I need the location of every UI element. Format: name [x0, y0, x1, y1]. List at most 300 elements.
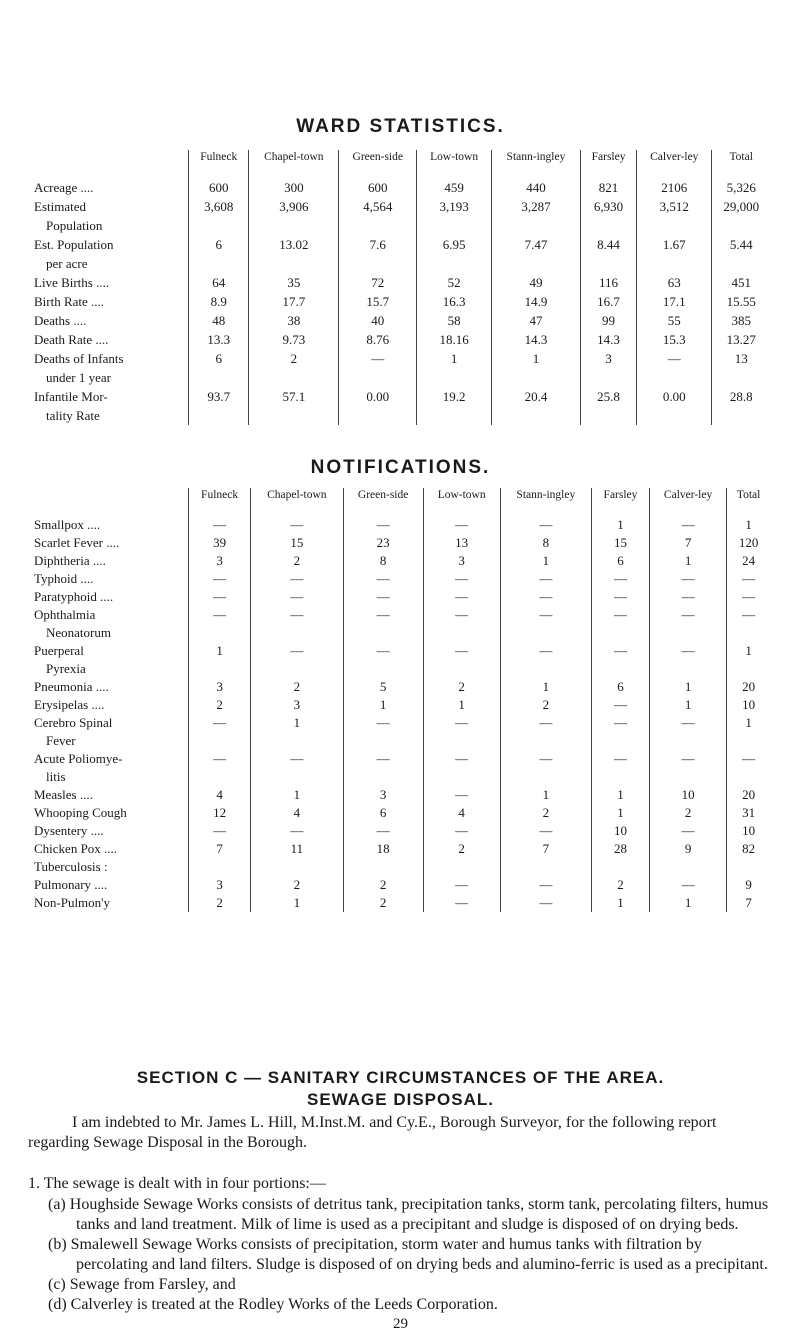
section-title: SECTION C — SANITARY CIRCUMSTANCES OF THE AREA.: [136, 1068, 665, 1087]
table-cell: 1: [423, 696, 500, 714]
table-cell: 10: [727, 696, 770, 714]
table-cell: 49: [491, 273, 580, 292]
table-cell: 55: [637, 311, 712, 330]
table-cell: —: [343, 822, 423, 840]
item-b: (b) Smalewell Sewage Works consists of precipitation, storm water and humus tanks with filtration by percolating and land filters. Sludge is disposed of on drying beds and alumino-ferric is used as a precipitant.: [48, 1236, 768, 1273]
table-cell: 28.8: [712, 387, 770, 425]
row-label: [30, 588, 189, 606]
column-header: Green-side: [339, 150, 417, 178]
table-cell: 8: [343, 552, 423, 570]
table-cell: 600: [189, 178, 249, 197]
row-label-text: Infantile Mor-: [34, 389, 108, 404]
table-cell: 17.7: [249, 292, 339, 311]
table-cell: —: [592, 570, 650, 588]
table-cell: 13.27: [712, 330, 770, 349]
table-cell: 6: [592, 552, 650, 570]
row-label: [30, 330, 189, 349]
table-cell: [649, 858, 726, 876]
table-cell: —: [592, 606, 650, 642]
table-cell: 10: [727, 822, 770, 840]
table-cell: —: [251, 516, 343, 534]
table-cell: 1: [500, 552, 591, 570]
table-cell: 300: [249, 178, 339, 197]
row-label: [30, 642, 189, 678]
table-cell: 12: [189, 804, 251, 822]
table-cell: —: [251, 750, 343, 786]
table-cell: 82: [727, 840, 770, 858]
table-cell: 2106: [637, 178, 712, 197]
row-label: [30, 349, 189, 387]
column-header: Farsley: [580, 150, 636, 178]
table-cell: —: [500, 570, 591, 588]
table-cell: 10: [592, 822, 650, 840]
table-cell: 6.95: [417, 235, 492, 273]
table-row: [30, 178, 770, 197]
table-cell: 1: [251, 714, 343, 750]
table-cell: 8.44: [580, 235, 636, 273]
table-cell: 451: [712, 273, 770, 292]
row-label: [30, 696, 189, 714]
item-d: (d) Calverley is treated at the Rodley Works of the Leeds Corporation.: [48, 1296, 498, 1313]
table-cell: 2: [500, 804, 591, 822]
table-cell: —: [592, 714, 650, 750]
table-cell: 2: [251, 876, 343, 894]
row-label-text: Typhoid ....: [34, 571, 94, 586]
table-cell: 7: [500, 840, 591, 858]
table-cell: —: [343, 588, 423, 606]
row-label: [30, 235, 189, 273]
table-row: [30, 858, 770, 876]
table-cell: —: [649, 516, 726, 534]
table-row: [30, 642, 770, 678]
row-label-continuation: tality Rate: [46, 408, 100, 423]
table-cell: 4: [423, 804, 500, 822]
row-label-text: Non-Pulmon'y: [34, 895, 111, 910]
row-label-continuation: under 1 year: [46, 370, 111, 385]
table-row: [30, 311, 770, 330]
table-cell: —: [343, 642, 423, 678]
row-label: [30, 197, 189, 235]
row-label-text: Ophthalmia: [34, 607, 96, 622]
table-cell: 1: [343, 696, 423, 714]
table-cell: 1: [649, 552, 726, 570]
table-cell: [423, 858, 500, 876]
table-cell: 9.73: [249, 330, 339, 349]
table-cell: 39: [189, 534, 251, 552]
table-row: [30, 570, 770, 588]
row-label: [30, 876, 189, 894]
item-a: (a) Houghside Sewage Works consists of detritus tank, precipitation tanks, storm tank, percolating filters, humus tanks and land treatment. Milk of lime is used as a precipitant and sludge is disposed of on drying beds.: [48, 1196, 769, 1233]
table-cell: 93.7: [189, 387, 249, 425]
table-cell: 440: [491, 178, 580, 197]
row-label-text: Measles ....: [34, 787, 93, 802]
row-label-text: Deaths ....: [34, 313, 87, 328]
table-cell: 120: [727, 534, 770, 552]
table-cell: —: [251, 606, 343, 642]
table-cell: 5.44: [712, 235, 770, 273]
table-cell: 3,608: [189, 197, 249, 235]
notifications-title: NOTIFICATIONS.: [310, 457, 491, 478]
table-cell: 14.9: [491, 292, 580, 311]
row-label-continuation: per acre: [46, 256, 88, 271]
table-cell: 3: [343, 786, 423, 804]
row-label-text: Estimated: [34, 199, 86, 214]
table-cell: 3,193: [417, 197, 492, 235]
table-cell: 13: [712, 349, 770, 387]
table-row: [30, 678, 770, 696]
table-cell: 38: [249, 311, 339, 330]
table-cell: 4: [189, 786, 251, 804]
table-cell: 1: [251, 786, 343, 804]
table-cell: 64: [189, 273, 249, 292]
table-cell: 8: [500, 534, 591, 552]
table-cell: —: [649, 642, 726, 678]
column-header: Low-town: [423, 488, 500, 516]
row-label: [30, 387, 189, 425]
column-header: Total: [727, 488, 770, 516]
column-header: Chapel-town: [249, 150, 339, 178]
table-cell: —: [500, 894, 591, 912]
row-label-text: Live Births ....: [34, 275, 110, 290]
row-label: [30, 894, 189, 912]
notifications-table: [30, 488, 770, 912]
table-cell: —: [649, 570, 726, 588]
header-blank: [30, 150, 189, 178]
table-row: [30, 235, 770, 273]
table-cell: —: [727, 570, 770, 588]
table-cell: 58: [417, 311, 492, 330]
table-cell: 3: [251, 696, 343, 714]
table-cell: 1: [189, 642, 251, 678]
row-label: [30, 552, 189, 570]
table-cell: —: [189, 822, 251, 840]
table-cell: 16.3: [417, 292, 492, 311]
table-cell: 47: [491, 311, 580, 330]
table-cell: 116: [580, 273, 636, 292]
table-row: [30, 516, 770, 534]
table-cell: 1: [592, 894, 650, 912]
row-label-text: Est. Population: [34, 237, 114, 252]
item-1: 1. The sewage is dealt with in four portions:—: [28, 1175, 326, 1192]
table-row: [30, 876, 770, 894]
table-row: [30, 750, 770, 786]
row-label-continuation: Fever: [46, 733, 76, 748]
table-cell: —: [189, 516, 251, 534]
table-cell: 3,512: [637, 197, 712, 235]
table-cell: —: [189, 750, 251, 786]
table-cell: —: [727, 606, 770, 642]
table-cell: 6,930: [580, 197, 636, 235]
row-label-text: Acreage ....: [34, 180, 94, 195]
table-cell: 6: [343, 804, 423, 822]
table-cell: 1: [727, 516, 770, 534]
table-cell: 3: [423, 552, 500, 570]
table-cell: —: [423, 516, 500, 534]
column-header: Chapel-town: [251, 488, 343, 516]
table-cell: 1: [649, 894, 726, 912]
table-cell: 4,564: [339, 197, 417, 235]
table-cell: 600: [339, 178, 417, 197]
table-cell: [500, 858, 591, 876]
intro-paragraph: I am indebted to Mr. James L. Hill, M.Inst.M. and Cy.E., Borough Surveyor, for the following report regarding Sewage Disposal in the Borough.: [28, 1114, 717, 1151]
table-cell: 2: [343, 876, 423, 894]
table-cell: 1: [727, 642, 770, 678]
row-label-text: Whooping Cough: [34, 805, 127, 820]
table-cell: —: [500, 642, 591, 678]
table-cell: 2: [189, 696, 251, 714]
row-label-text: Tuberculosis :: [34, 859, 108, 874]
table-cell: 385: [712, 311, 770, 330]
table-cell: 7: [727, 894, 770, 912]
table-cell: 1: [500, 678, 591, 696]
table-cell: 3: [189, 876, 251, 894]
table-cell: 7.47: [491, 235, 580, 273]
table-cell: 821: [580, 178, 636, 197]
table-cell: 13: [423, 534, 500, 552]
table-cell: —: [189, 570, 251, 588]
table-cell: 2: [251, 678, 343, 696]
table-cell: 13.02: [249, 235, 339, 273]
table-cell: 1: [592, 516, 650, 534]
table-cell: 1: [251, 894, 343, 912]
table-cell: —: [500, 750, 591, 786]
table-cell: 57.1: [249, 387, 339, 425]
table-row: [30, 822, 770, 840]
table-cell: —: [423, 822, 500, 840]
table-cell: 0.00: [637, 387, 712, 425]
row-label: [30, 516, 189, 534]
table-cell: 13.3: [189, 330, 249, 349]
row-label-text: Erysipelas ....: [34, 697, 105, 712]
table-cell: 5: [343, 678, 423, 696]
row-label: [30, 786, 189, 804]
table-cell: 6: [189, 235, 249, 273]
table-cell: 8.9: [189, 292, 249, 311]
table-cell: —: [423, 894, 500, 912]
table-cell: 2: [251, 552, 343, 570]
row-label: [30, 570, 189, 588]
section-subtitle: SEWAGE DISPOSAL.: [307, 1090, 494, 1109]
table-cell: 1: [649, 696, 726, 714]
table-cell: —: [189, 714, 251, 750]
table-cell: 29,000: [712, 197, 770, 235]
table-cell: 48: [189, 311, 249, 330]
table-cell: 2: [189, 894, 251, 912]
table-cell: 15.3: [637, 330, 712, 349]
column-header: Farsley: [592, 488, 650, 516]
table-cell: 15.55: [712, 292, 770, 311]
table-cell: —: [500, 606, 591, 642]
table-cell: —: [189, 606, 251, 642]
table-row: [30, 714, 770, 750]
table-cell: 31: [727, 804, 770, 822]
row-label-continuation: Population: [46, 218, 103, 233]
table-cell: —: [251, 588, 343, 606]
table-cell: 7: [649, 534, 726, 552]
table-cell: 40: [339, 311, 417, 330]
table-cell: 1: [592, 804, 650, 822]
table-cell: [189, 858, 251, 876]
table-cell: —: [592, 696, 650, 714]
table-cell: 5,326: [712, 178, 770, 197]
column-header: Stann-ingley: [500, 488, 591, 516]
table-cell: 6: [592, 678, 650, 696]
table-cell: —: [251, 642, 343, 678]
row-label: [30, 178, 189, 197]
table-cell: 1: [649, 678, 726, 696]
table-cell: —: [592, 750, 650, 786]
table-cell: —: [637, 349, 712, 387]
table-cell: 18.16: [417, 330, 492, 349]
table-cell: 25.8: [580, 387, 636, 425]
table-cell: 72: [339, 273, 417, 292]
table-cell: —: [500, 588, 591, 606]
row-label-text: Puerperal: [34, 643, 84, 658]
table-cell: —: [649, 606, 726, 642]
table-cell: 1: [417, 349, 492, 387]
row-label-text: Scarlet Fever ....: [34, 535, 120, 550]
table-cell: 15: [592, 534, 650, 552]
table-cell: 7.6: [339, 235, 417, 273]
column-header: Fulneck: [189, 488, 251, 516]
table-cell: 0.00: [339, 387, 417, 425]
row-label: [30, 714, 189, 750]
table-cell: —: [343, 570, 423, 588]
table-cell: 4: [251, 804, 343, 822]
table-cell: —: [649, 822, 726, 840]
table-cell: 3,906: [249, 197, 339, 235]
row-label-text: Cerebro Spinal: [34, 715, 113, 730]
table-cell: 3: [189, 678, 251, 696]
table-row: [30, 786, 770, 804]
table-row: [30, 588, 770, 606]
row-label-text: Death Rate ....: [34, 332, 109, 347]
table-cell: 2: [500, 696, 591, 714]
row-label-continuation: Pyrexia: [46, 661, 86, 676]
table-cell: 14.3: [491, 330, 580, 349]
table-cell: —: [423, 876, 500, 894]
row-label: [30, 822, 189, 840]
row-label: [30, 840, 189, 858]
table-cell: 23: [343, 534, 423, 552]
row-label-text: Birth Rate ....: [34, 294, 105, 309]
table-row: [30, 534, 770, 552]
table-cell: —: [423, 642, 500, 678]
table-row: [30, 330, 770, 349]
ward-statistics-title: WARD STATISTICS.: [296, 116, 505, 137]
table-cell: 9: [649, 840, 726, 858]
table-cell: 11: [251, 840, 343, 858]
row-label: [30, 273, 189, 292]
table-row: [30, 552, 770, 570]
column-header: Calver-ley: [649, 488, 726, 516]
table-cell: 24: [727, 552, 770, 570]
table-cell: 14.3: [580, 330, 636, 349]
table-cell: —: [649, 588, 726, 606]
table-cell: 2: [343, 894, 423, 912]
table-cell: 2: [423, 678, 500, 696]
table-cell: —: [727, 750, 770, 786]
row-label: [30, 678, 189, 696]
table-cell: 10: [649, 786, 726, 804]
table-cell: —: [649, 714, 726, 750]
table-cell: 6: [189, 349, 249, 387]
table-cell: 9: [727, 876, 770, 894]
table-cell: —: [649, 750, 726, 786]
table-row: [30, 840, 770, 858]
table-row: [30, 273, 770, 292]
table-cell: 20: [727, 786, 770, 804]
row-label: [30, 311, 189, 330]
table-cell: —: [500, 822, 591, 840]
row-label: [30, 858, 189, 876]
table-cell: —: [343, 714, 423, 750]
table-cell: —: [423, 570, 500, 588]
ward-statistics-table: [30, 150, 770, 425]
table-cell: —: [423, 750, 500, 786]
table-cell: 20.4: [491, 387, 580, 425]
table-cell: 28: [592, 840, 650, 858]
row-label-text: Diphtheria ....: [34, 553, 106, 568]
table-cell: 52: [417, 273, 492, 292]
table-cell: —: [592, 642, 650, 678]
row-label-text: Pulmonary ....: [34, 877, 108, 892]
table-cell: [251, 858, 343, 876]
table-cell: —: [592, 588, 650, 606]
table-cell: —: [500, 876, 591, 894]
table-cell: —: [423, 786, 500, 804]
row-label: [30, 750, 189, 786]
column-header: Stann-ingley: [491, 150, 580, 178]
row-label-text: Smallpox ....: [34, 517, 101, 532]
table-cell: 7: [189, 840, 251, 858]
table-cell: —: [343, 516, 423, 534]
table-row: [30, 349, 770, 387]
header-blank: [30, 488, 189, 516]
row-label-text: Deaths of Infants: [34, 351, 124, 366]
table-cell: —: [500, 714, 591, 750]
table-cell: 18: [343, 840, 423, 858]
table-cell: —: [251, 822, 343, 840]
table-cell: —: [339, 349, 417, 387]
row-label-text: Paratyphoid ....: [34, 589, 114, 604]
table-cell: 8.76: [339, 330, 417, 349]
item-c: (c) Sewage from Farsley, and: [48, 1276, 236, 1293]
row-label-continuation: Neonatorum: [46, 625, 111, 640]
table-cell: 1: [727, 714, 770, 750]
table-cell: 2: [592, 876, 650, 894]
table-cell: —: [727, 588, 770, 606]
row-label: [30, 606, 189, 642]
table-cell: 16.7: [580, 292, 636, 311]
table-cell: —: [343, 606, 423, 642]
table-cell: 20: [727, 678, 770, 696]
table-cell: —: [251, 570, 343, 588]
table-cell: 15.7: [339, 292, 417, 311]
table-row: [30, 387, 770, 425]
row-label-continuation: litis: [46, 769, 66, 784]
table-cell: 3,287: [491, 197, 580, 235]
table-cell: 35: [249, 273, 339, 292]
table-cell: —: [649, 876, 726, 894]
table-cell: 2: [423, 840, 500, 858]
column-header: Green-side: [343, 488, 423, 516]
row-label-text: Dysentery ....: [34, 823, 104, 838]
table-cell: 459: [417, 178, 492, 197]
table-cell: —: [423, 588, 500, 606]
row-label-text: Chicken Pox ....: [34, 841, 118, 856]
column-header: Calver-ley: [637, 150, 712, 178]
